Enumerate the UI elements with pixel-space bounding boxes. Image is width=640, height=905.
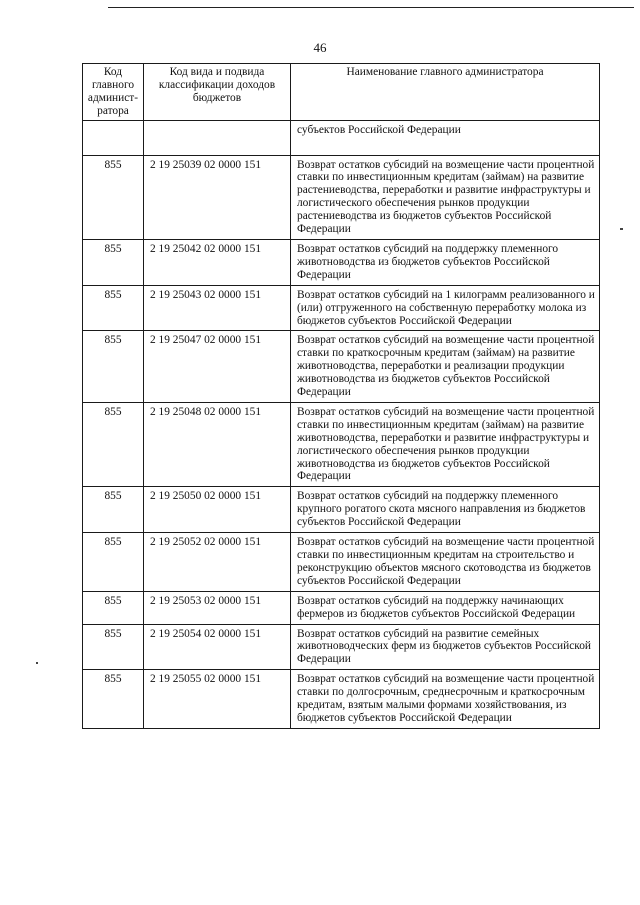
cell-admin-code: 855 xyxy=(83,285,144,331)
cell-admin-name: Возврат остатков субсидий на поддержку начинающих фермеров из бюджетов субъектов Российской Федерации xyxy=(291,591,600,624)
cell-admin-code: 855 xyxy=(83,155,144,239)
cell-kbk-code: 2 19 25043 02 0000 151 xyxy=(144,285,291,331)
table-row xyxy=(83,331,600,403)
cell-admin-name: Возврат остатков субсидий на 1 килограмм реализованного и (или) отгруженного на собственную переработку молока из бюджетов субъектов Российской Федерации xyxy=(291,285,600,331)
table-header-row xyxy=(83,64,600,121)
cell-kbk-code: 2 19 25039 02 0000 151 xyxy=(144,155,291,239)
table-row xyxy=(83,670,600,729)
table-row xyxy=(83,285,600,331)
cell-admin-code: 855 xyxy=(83,670,144,729)
cell-kbk-code: 2 19 25052 02 0000 151 xyxy=(144,533,291,592)
cell-admin-name: Возврат остатков субсидий на поддержку племенного крупного рогатого скота мясного направления из бюджетов субъектов Российской Федерации xyxy=(291,487,600,533)
revenue-administrators-table xyxy=(82,63,600,729)
table-row xyxy=(83,239,600,285)
table-row xyxy=(83,155,600,239)
scan-speck xyxy=(620,228,623,230)
cell-admin-code: 855 xyxy=(83,331,144,403)
cell-admin-code-empty xyxy=(83,120,144,155)
cell-kbk-code: 2 19 25055 02 0000 151 xyxy=(144,670,291,729)
table-row xyxy=(83,533,600,592)
page-number: 46 xyxy=(313,40,327,55)
cell-admin-name: Возврат остатков субсидий на возмещение части процентной ставки по инвестиционным кредитам (займам) на развитие животноводства, переработки и развитие инфраструктуры и логистического обеспечения рынков продукции животноводства из бюджетов субъектов Российской Федерации xyxy=(291,402,600,486)
cell-kbk-code: 2 19 25048 02 0000 151 xyxy=(144,402,291,486)
cell-admin-name: Возврат остатков субсидий на возмещение части процентной ставки по инвестиционным кредитам на строительство и реконструкцию объектов мясного скотоводства из бюджетов субъектов Российской Федерации xyxy=(291,533,600,592)
header-admin-code: Код главного админист-ратора xyxy=(83,64,144,121)
table-row xyxy=(83,624,600,670)
cell-admin-code: 855 xyxy=(83,487,144,533)
cell-kbk-code: 2 19 25047 02 0000 151 xyxy=(144,331,291,403)
top-rule xyxy=(108,7,634,8)
cell-name-continuation: субъектов Российской Федерации xyxy=(291,120,600,155)
table-row xyxy=(83,402,600,486)
header-admin-name: Наименование главного администратора xyxy=(291,64,600,121)
cell-kbk-code: 2 19 25050 02 0000 151 xyxy=(144,487,291,533)
table-row-continuation xyxy=(83,120,600,155)
cell-kbk-code: 2 19 25054 02 0000 151 xyxy=(144,624,291,670)
table-body xyxy=(83,120,600,728)
scan-speck xyxy=(36,662,38,664)
cell-admin-name: Возврат остатков субсидий на развитие семейных животноводческих ферм из бюджетов субъектов Российской Федерации xyxy=(291,624,600,670)
cell-admin-name: Возврат остатков субсидий на возмещение части процентной ставки по долгосрочным, среднесрочным и краткосрочным кредитам, взятым малыми формами хозяйствования, из бюджетов субъектов Российской Федерации xyxy=(291,670,600,729)
cell-kbk-empty xyxy=(144,120,291,155)
cell-kbk-code: 2 19 25053 02 0000 151 xyxy=(144,591,291,624)
cell-admin-code: 855 xyxy=(83,624,144,670)
header-kbk-code: Код вида и подвида классификации доходов бюджетов xyxy=(144,64,291,121)
cell-admin-name: Возврат остатков субсидий на возмещение части процентной ставки по краткосрочным кредитам (займам) на развитие животноводства, переработки и реализации продукции животноводства из бюджетов субъектов Российской Федерации xyxy=(291,331,600,403)
cell-admin-code: 855 xyxy=(83,239,144,285)
cell-admin-name: Возврат остатков субсидий на возмещение части процентной ставки по инвестиционным кредитам (займам) на развитие растениеводства, переработки и развитие инфраструктуры и логистического обеспечения рынков продукции растениеводства из бюджетов субъектов Российской Федерации xyxy=(291,155,600,239)
cell-admin-code: 855 xyxy=(83,591,144,624)
cell-admin-code: 855 xyxy=(83,402,144,486)
cell-admin-name: Возврат остатков субсидий на поддержку племенного животноводства из бюджетов субъектов Российской Федерации xyxy=(291,239,600,285)
cell-admin-code: 855 xyxy=(83,533,144,592)
table-row xyxy=(83,487,600,533)
table-row xyxy=(83,591,600,624)
cell-kbk-code: 2 19 25042 02 0000 151 xyxy=(144,239,291,285)
